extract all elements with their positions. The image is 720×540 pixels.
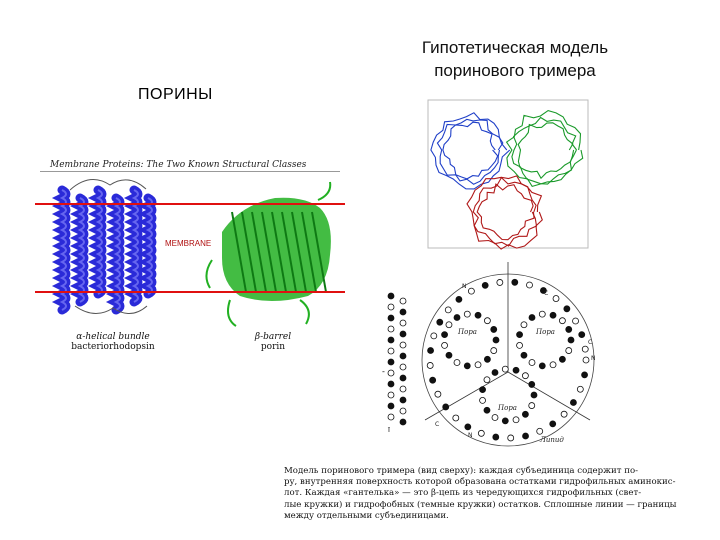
caption-line-1: Модель поринового тримера (вид сверху): каждая субъединица содержит по- [284, 466, 639, 476]
n-label-1: N [462, 283, 467, 290]
left-heading: ПОРИНЫ [138, 86, 213, 103]
pore-label-c: Пора [498, 404, 517, 412]
n-label-2: N [591, 355, 596, 362]
helical-name: bacteriorhodopsin [71, 342, 155, 352]
title-line-2: поринового тримера [434, 61, 596, 80]
barrel-type: β-barrel [254, 332, 292, 342]
pore-label-b: Пора [536, 328, 555, 336]
title-line-1: Гипотетическая модель [421, 38, 609, 57]
c-label-1: C [544, 290, 549, 297]
figure-caption [284, 466, 690, 522]
n-label-3: N [468, 432, 473, 439]
caption-line-3: лот. Каждая «гантелька» — это β-цепь из чередующихся гидрофильных (свет- [284, 488, 642, 499]
caption-line-2: ру, внутренняя поверхность которой образована остатками гидрофильных аминокис- [284, 477, 676, 488]
helical-type: α-helical bundle [76, 332, 150, 342]
barrel-name: porin [260, 342, 286, 352]
membrane-label: MEMBRANE [165, 239, 212, 248]
pore-label-a: Пора [458, 328, 477, 336]
lipid-label: Липид [540, 436, 564, 444]
c-label-3: C [435, 421, 440, 428]
caption-line-5: между отдельными субъединицами. [284, 510, 449, 521]
c-label-2: C [588, 339, 593, 346]
svg-text:-: - [382, 367, 385, 376]
caption-line-4: лые кружки) и гидрофобных (темные кружки) остатков. Сплошные линии — границы [284, 499, 677, 510]
svg-text:ī: ī [388, 426, 390, 434]
figure-header: Membrane Proteins: The Two Known Structural Classes [50, 160, 307, 170]
